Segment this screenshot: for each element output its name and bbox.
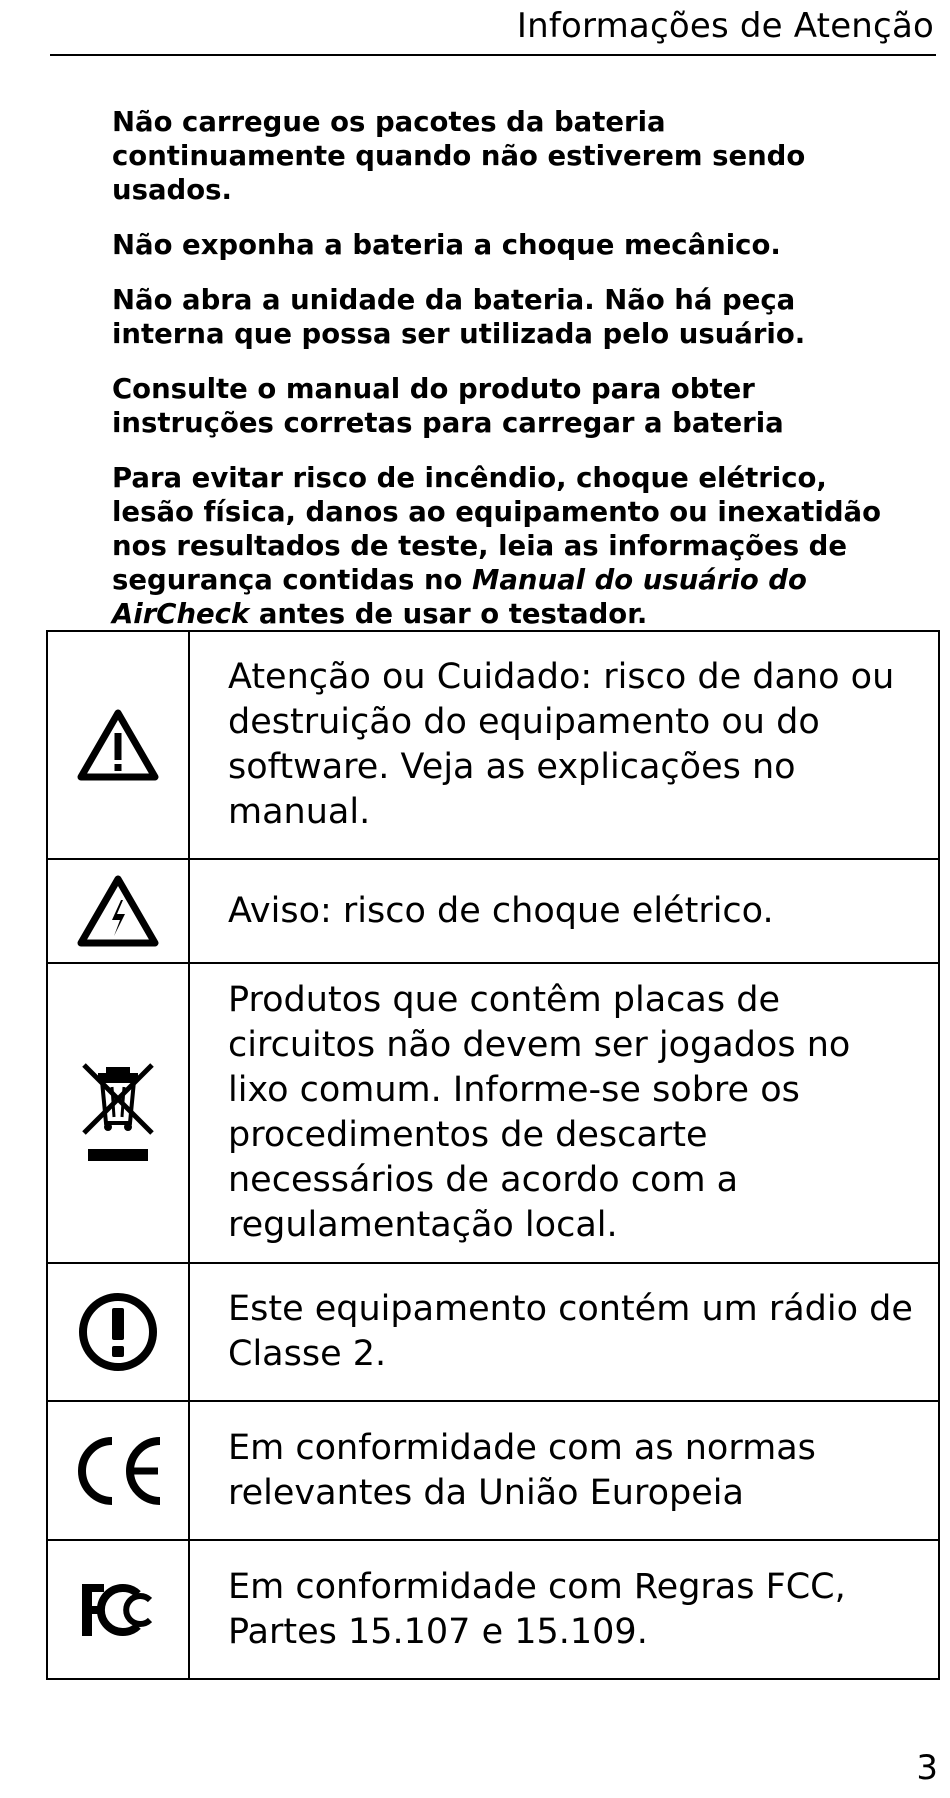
symbol-icon-cell (47, 859, 189, 963)
warning-manual: Consulte o manual do produto para obter instruções corretas para carregar a bateria (112, 373, 784, 439)
safety-notice-manual-title: Manual do usuário do AirCheck (112, 564, 807, 630)
page-header-title: Informações de Atenção (516, 6, 934, 46)
symbol-icon-cell (47, 963, 189, 1263)
symbol-description: Este equipamento contém um rádio de Classe 2. (189, 1263, 939, 1401)
header-rule (50, 54, 936, 56)
symbol-row-radio (47, 1263, 939, 1401)
warning-open-unit: Não abra a unidade da bateria. Não há peça interna que possa ser utilizada pelo usuário. (112, 284, 806, 350)
safety-notice-after: antes de usar o testador. (249, 598, 648, 630)
symbol-icon-cell (47, 1401, 189, 1540)
warning-charging: Não carregue os pacotes da bateria continuamente quando não estiverem sendo usados. (112, 106, 806, 206)
symbol-row-weee (47, 963, 939, 1263)
symbols-table (46, 630, 940, 1680)
symbol-row-caution (47, 631, 939, 859)
warnings-section (112, 105, 892, 652)
symbol-description: Atenção ou Cuidado: risco de dano ou destruição do equipamento ou do software. Veja as explicações no manual. (189, 631, 939, 859)
electric-shock-triangle-icon (76, 874, 160, 948)
symbol-icon-cell (47, 1540, 189, 1679)
symbol-description: Em conformidade com Regras FCC, Partes 15.107 e 15.109. (189, 1540, 939, 1679)
safety-notice-before: Para evitar risco de incêndio, choque elétrico, lesão física, danos ao equipamento ou inexatidão nos resultados de teste, leia as informações de segurança contidas no (112, 462, 881, 596)
symbol-row-fcc (47, 1540, 939, 1679)
symbol-row-ce (47, 1401, 939, 1540)
fcc-logo-icon (76, 1578, 160, 1642)
symbol-description: Produtos que contêm placas de circuitos não devem ser jogados no lixo comum. Informe-se sobre os procedimentos de descarte necessários de acordo com a regulamentação local. (189, 963, 939, 1263)
page-number: 3 (916, 1748, 938, 1788)
crossed-out-bin-icon (76, 1059, 160, 1167)
symbol-row-electric-shock (47, 859, 939, 963)
symbol-icon-cell (47, 1263, 189, 1401)
safety-notice (112, 461, 892, 631)
symbol-icon-cell (47, 631, 189, 859)
symbol-description: Aviso: risco de choque elétrico. (189, 859, 939, 963)
symbol-description: Em conformidade com as normas relevantes da União Europeia (189, 1401, 939, 1540)
exclamation-circle-icon (76, 1290, 160, 1374)
caution-triangle-icon (76, 708, 160, 782)
warning-shock: Não exponha a bateria a choque mecânico. (112, 229, 781, 261)
ce-mark-icon (68, 1433, 168, 1509)
